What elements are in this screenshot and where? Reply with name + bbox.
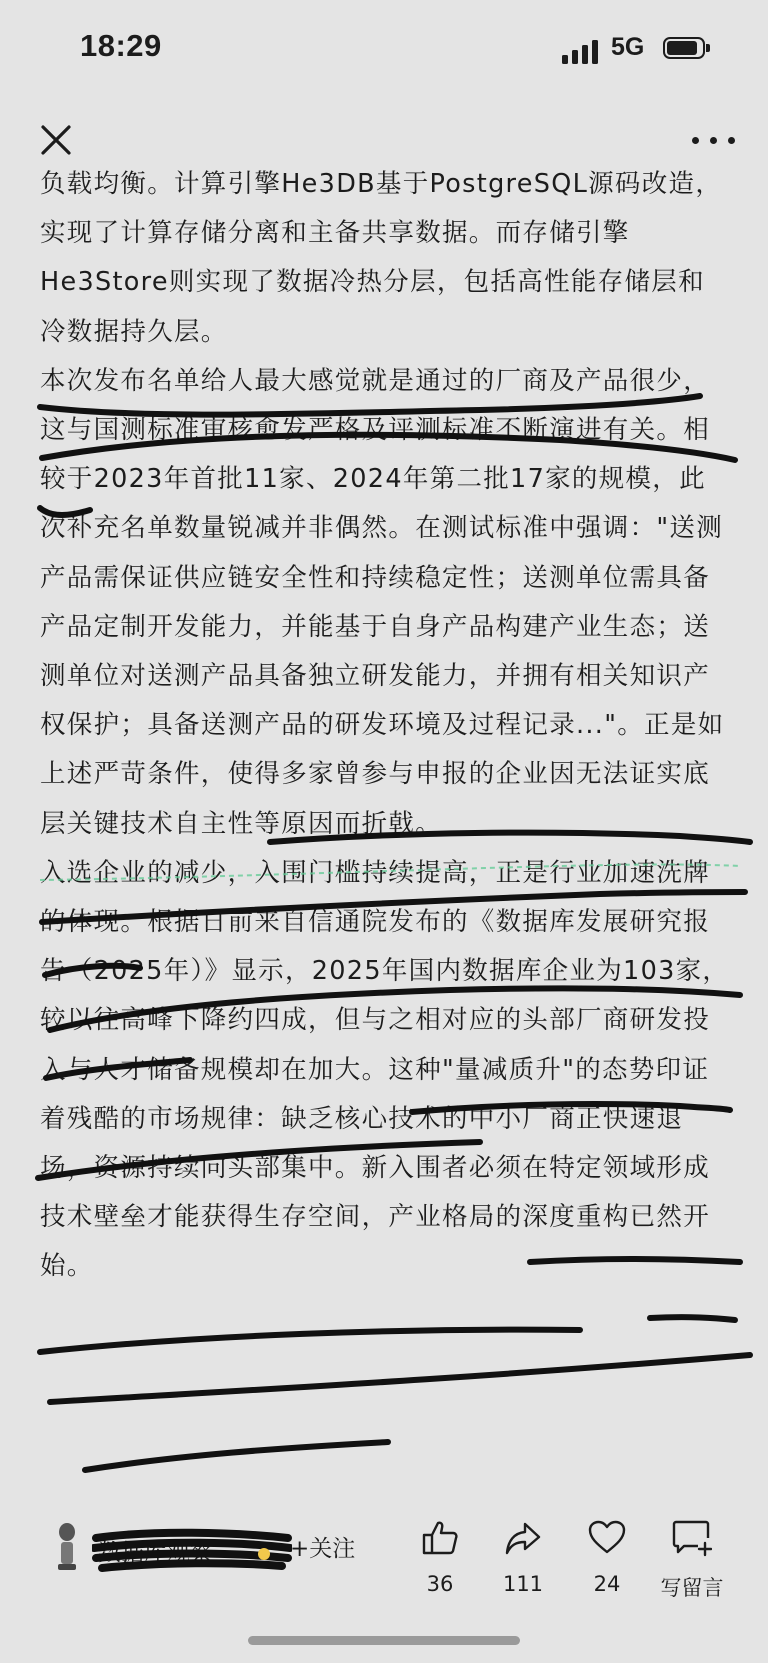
ink-stroke (85, 1442, 388, 1470)
battery-icon (663, 37, 711, 61)
share-button[interactable] (483, 1518, 563, 1596)
author-avatar[interactable] (52, 1522, 82, 1574)
redaction-scribble (92, 1518, 292, 1578)
more-options-button[interactable] (690, 128, 738, 152)
top-navigation (0, 108, 768, 168)
bottom-action-bar (0, 1500, 768, 1600)
home-indicator[interactable] (248, 1636, 520, 1645)
close-icon (36, 120, 76, 160)
author-name[interactable]: 数据库观察 (98, 1540, 213, 1566)
write-comment-button[interactable] (652, 1518, 732, 1602)
thumbs-up-icon (420, 1518, 460, 1558)
favorite-count: 24 (593, 1572, 621, 1596)
comment-icon (672, 1518, 712, 1558)
network-type: 5G (611, 33, 645, 61)
status-time: 18:29 (80, 28, 162, 63)
share-icon (503, 1518, 543, 1558)
close-button[interactable] (36, 120, 76, 160)
like-count: 36 (426, 1572, 454, 1596)
like-button[interactable] (400, 1518, 480, 1596)
status-bar (0, 0, 768, 100)
follow-button[interactable]: +关注 (290, 1536, 356, 1562)
article-paragraph: 本次发布名单给人最大感觉就是通过的厂商及产品很少，这与国测标准审核愈发严格及评测标准不断演进有关。相较于2023年首批11家、2024年第二批17家的规模，此次补充名单数量锐减并非偶然。在测试标准中强调："送测产品需保证供应链安全性和持续稳定性；送测单位需具备产品定制开发能力，并能基于自身产品构建产业生态；送测单位对送测产品具备独立研发能力，并拥有相关知识产权保护；具备送测产品的研发环境及过程记录..."。正是如上述严苛条件，使得多家曾参与申报的企业因无法证实底层关键技术自主性等原因而折戟。 (40, 365, 725, 839)
write-comment-label: 写留言 (660, 1576, 724, 1600)
article-paragraph: 负载均衡。计算引擎He3DB基于PostgreSQL源码改造，实现了计算存储分离和主备共享数据。而存储引擎He3Store则实现了数据冷热分层，包括高性能存储层和冷数据持久层。 (40, 169, 723, 347)
share-count: 111 (502, 1572, 544, 1596)
favorite-button[interactable] (567, 1518, 647, 1596)
article-body (40, 168, 730, 1443)
cellular-signal-icon (562, 40, 600, 64)
article-paragraph: 入选企业的减少，入围门槛持续提高，正是行业加速洗牌的体现。根据日前来自信通院发布的《数据库发展研究报告（2025年）》显示，2025年国内数据库企业为103家，较以往高峰下降约四成，但与之相对应的头部厂商研发投入与人才储备规模却在加大。这种"量减质升"的态势印证着残酷的市场规律：缺乏核心技术的中小厂商正快速退场，资源持续向头部集中。新入围者必须在特定领域形成技术壁垒才能获得生存空间，产业格局的深度重构已然开始。 (40, 857, 730, 1282)
heart-icon (587, 1518, 627, 1558)
